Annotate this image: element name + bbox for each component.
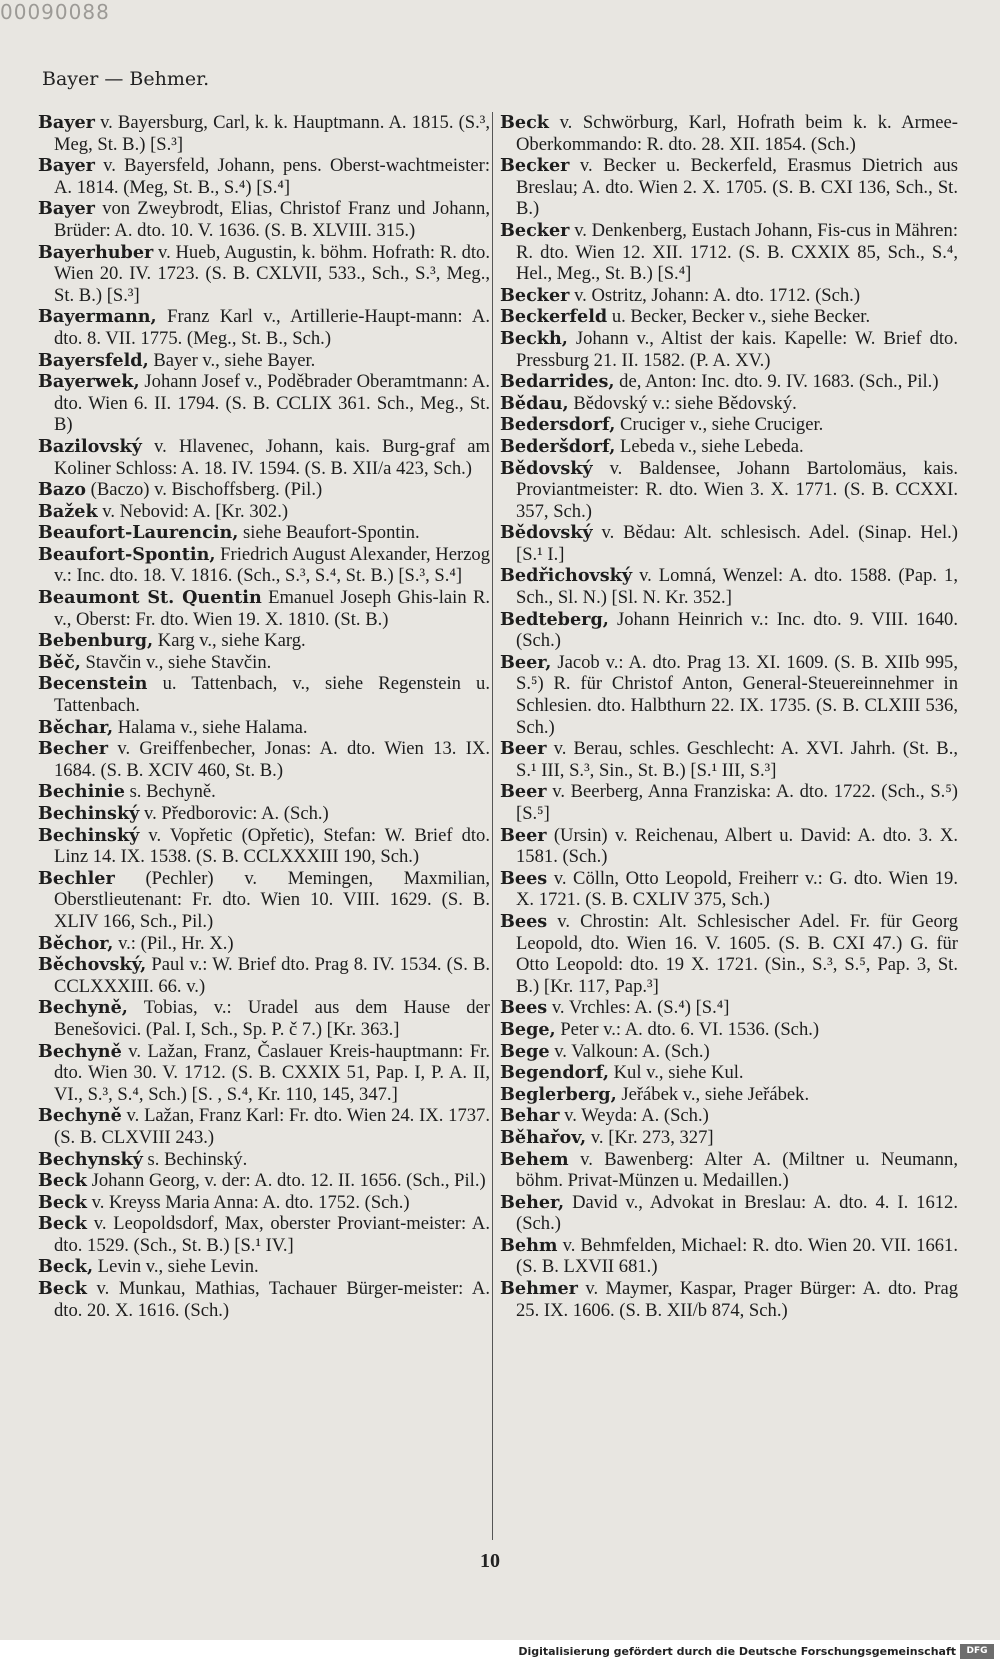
entry-text: Johann Josef v., Poděbrader Oberamtmann: A. dto. Wien 6. II. 1794. (S. B. CCLIX 361. Sch., Meg., St. B) (54, 371, 490, 436)
dictionary-entry (500, 414, 958, 436)
dictionary-entry (38, 825, 490, 868)
entry-text: Tobias, v.: Uradel aus dem Hause der Benešovici. (Pal. I, Sch., Sp. P. č 7.) [Kr. 363.] (54, 997, 490, 1040)
entry-headword: Beckh, (500, 327, 568, 349)
entry-headword: Behmer (500, 1278, 578, 1300)
entry-text: v. Valkoun: A. (Sch.) (549, 1040, 710, 1062)
dictionary-entry (500, 1041, 958, 1063)
entry-text: Levin v., siehe Levin. (93, 1256, 259, 1278)
running-head: Bayer — Behmer. (42, 68, 210, 90)
entry-text: v. Lažan, Franz Karl: Fr. dto. Wien 24. IX. 1737. (S. B. CLXVIII 243.) (54, 1105, 490, 1148)
dictionary-entry (38, 673, 490, 716)
dictionary-entry (38, 479, 490, 501)
dictionary-entry (500, 1019, 958, 1041)
footer-credit: Digitalisierung gefördert durch die Deutsche Forschungsgemeinschaft (518, 1645, 956, 1658)
entry-text: v. Baldensee, Johann Bartolomäus, kais. Proviantmeister: R. dto. Wien 3. X. 1771. (S. B. CCXXI. 357, Sch.) (516, 457, 958, 522)
entry-headword: Bědovský (500, 457, 593, 479)
entry-text: Jeřábek v., siehe Jeřábek. (616, 1083, 810, 1105)
entry-text: v. Bayersburg, Carl, k. k. Hauptmann. A. 1815. (S.³, Meg, St. B.) [S.³] (54, 112, 490, 155)
entry-text: v. Bědau: Alt. schlesisch. Adel. (Sinap. Hel.) [S.¹ I.] (516, 522, 958, 565)
entry-headword: Bedřichovský (500, 565, 633, 587)
entry-text: v. Denkenberg, Eustach Johann, Fis-cus in Mähren: R. dto. Wien 12. XII. 1712. (S. B. CXXIX 85, Sch., S.⁴, Hel., Meg., St. B.) [S.⁴] (516, 219, 958, 285)
entry-text: v. Greiffenbecher, Jonas: A. dto. Wien 13. IX. 1684. (S. B. XCIV 460, St. B.) (54, 738, 490, 781)
dictionary-entry (38, 717, 490, 739)
dictionary-entry (500, 436, 958, 458)
dictionary-entry (38, 242, 490, 307)
entry-headword: Bayerhuber (38, 241, 154, 263)
entry-text: v. Nebovid: A. [Kr. 302.) (97, 500, 289, 522)
dictionary-entry (38, 1170, 490, 1192)
entry-headword: Begendorf, (500, 1062, 609, 1084)
dictionary-entry (500, 609, 958, 652)
dictionary-entry (500, 738, 958, 781)
entry-headword: Bees (500, 910, 548, 932)
entry-headword: Běhařov, (500, 1126, 587, 1148)
entry-text: v. Berau, schles. Geschlecht: A. XVI. Jahrh. (St. B., S.¹ III, S.³, Sin., St. B.) [S.¹ III, S.³] (516, 738, 958, 781)
dictionary-entry (38, 868, 490, 933)
dictionary-entry (500, 458, 958, 523)
entry-text: Cruciger v., siehe Cruciger. (615, 414, 824, 436)
entry-headword: Bazo (38, 479, 86, 501)
dictionary-entry (500, 1084, 958, 1106)
entry-headword: Bazilovský (38, 435, 142, 457)
entry-headword: Bederšdorf, (500, 435, 616, 457)
entry-headword: Bege (500, 1040, 550, 1062)
dictionary-entry (500, 652, 958, 738)
entry-text: v. Hueb, Augustin, k. böhm. Hofrath: R. dto. Wien 20. IV. 1723. (S. B. CXLVII, 533., Sch., S.³, Meg., St. B.) [S.³] (54, 241, 490, 306)
dictionary-entry (500, 1127, 958, 1149)
dictionary-entry (38, 371, 490, 436)
entry-text: (Baczo) v. Bischoffsberg. (Pil.) (86, 479, 323, 501)
entry-headword: Bebenburg, (38, 630, 154, 652)
entry-headword: Bechyně (38, 1105, 122, 1127)
entry-text: de, Anton: Inc. dto. 9. IV. 1683. (Sch., Pil.) (614, 371, 939, 393)
dictionary-entry (38, 501, 490, 523)
entry-headword: Bažek (38, 500, 98, 522)
entry-headword: Beckerfeld (500, 306, 608, 328)
entry-headword: Bědovský (500, 522, 593, 544)
entry-text: Lebeda v., siehe Lebeda. (615, 435, 804, 457)
entry-text: Bědovský v.: siehe Bědovský. (568, 392, 797, 414)
entry-headword: Bědau, (500, 392, 569, 414)
entry-text: s. Bechyně. (124, 781, 216, 803)
dictionary-entry (500, 371, 958, 393)
scan-id-mark: 00090088 (0, 0, 110, 24)
dictionary-entry (38, 1213, 490, 1256)
entry-headword: Beglerberg, (500, 1083, 617, 1105)
entry-headword: Bees (500, 867, 548, 889)
dictionary-entry (38, 1149, 490, 1171)
entry-headword: Běchar, (38, 716, 114, 738)
dictionary-entry (500, 1278, 958, 1321)
entry-headword: Beck (38, 1213, 87, 1235)
entry-text: (Pechler) v. Memingen, Maxmilian, Oberstlieutenant: Fr. dto. Wien 10. VIII. 1629. (S. B. XLIV 166, Sch., Pil.) (54, 867, 490, 932)
dictionary-entry (500, 522, 958, 565)
entry-headword: Bege, (500, 1018, 556, 1040)
dictionary-entry (38, 350, 490, 372)
entry-text: Paul v.: W. Brief dto. Prag 8. IV. 1534. (S. B. CCLXXXIII. 66. v.) (54, 954, 490, 997)
dictionary-entry (38, 587, 490, 630)
entry-text: v. Bawenberg: Alter A. (Miltner u. Neumann, böhm. Privat-Münzen u. Medaillen.) (516, 1148, 958, 1192)
entry-text: v. Cölln, Otto Leopold, Freiherr v.: G. dto. Wien 19. X. 1721. (S. B. CXLIV 375, Sch.) (516, 867, 958, 911)
entry-headword: Beer (500, 781, 547, 803)
entry-headword: Behm (500, 1234, 558, 1256)
entry-headword: Beck (38, 1278, 87, 1300)
dictionary-entry (500, 112, 958, 155)
entry-text: Karg v., siehe Karg. (153, 630, 306, 652)
dictionary-entry (500, 1149, 958, 1192)
entry-text: v. Chrostin: Alt. Schlesischer Adel. Fr. für Georg Leopold, dto. Wien 16. V. 1605. (S. B. CXI 47.) G. für Otto Leopold: dto. 19 X. 1721. (Sin., S.³, S.⁵, Pap. 3, St. B.) [Kr. 117, Pap.³] (516, 910, 958, 997)
dictionary-entry (38, 954, 490, 997)
entry-headword: Beaufort-Laurencin, (38, 522, 239, 544)
entry-headword: Běč, (38, 651, 81, 673)
entry-text: Johann Heinrich v.: Inc. dto. 9. VIII. 1640. (Sch.) (516, 608, 958, 652)
dictionary-entry (500, 155, 958, 220)
entry-text: Emanuel Joseph Ghis-lain R. v., Oberst: Fr. dto. Wien 19. X. 1810. (St. B.) (54, 587, 491, 630)
entry-text: Stavčin v., siehe Stavčin. (80, 651, 272, 673)
entry-text: v. Weyda: A. (Sch.) (559, 1105, 709, 1127)
entry-text: v. Beerberg, Anna Franziska: A. dto. 1722. (Sch., S.⁵) [S.⁵] (516, 781, 958, 824)
entry-headword: Beaumont St. Quentin (38, 587, 262, 609)
entry-text: v.: (Pil., Hr. X.) (113, 932, 234, 954)
dictionary-entry (38, 652, 490, 674)
entry-text: Peter v.: A. dto. 6. VI. 1536. (Sch.) (555, 1018, 820, 1040)
entry-headword: Bayersfeld, (38, 349, 149, 371)
entry-headword: Beck (38, 1191, 87, 1213)
dictionary-entry (500, 306, 958, 328)
entry-headword: Behar (500, 1105, 560, 1127)
dictionary-entry (500, 868, 958, 911)
entry-text: siehe Beaufort-Spontin. (238, 522, 420, 544)
dictionary-entry (38, 781, 490, 803)
entry-headword: Bayer (38, 198, 95, 220)
entry-headword: Beck (500, 112, 549, 133)
dictionary-entry (500, 328, 958, 371)
dictionary-entry (38, 1041, 490, 1106)
dfg-logo: DFG (960, 1644, 994, 1659)
entry-text: v. Hlavenec, Johann, kais. Burg-graf am Koliner Schloss: A. 18. IV. 1594. (S. B. XII/a 423, Sch.) (54, 435, 490, 479)
dictionary-entry (38, 738, 490, 781)
entry-text: v. Vopřetic (Opřetic), Stefan: W. Brief dto. Linz 14. IX. 1538. (S. B. CCLXXXIII 190, Sch.) (54, 824, 490, 868)
entry-text: v. Vrchles: A. (S.⁴) [S.⁴] (547, 997, 730, 1019)
dictionary-entry (38, 803, 490, 825)
dictionary-entry (500, 911, 958, 997)
dictionary-entry (38, 155, 490, 198)
entry-headword: Bedarrides, (500, 371, 615, 393)
entry-text: u. Tattenbach, v., siehe Regenstein u. Tattenbach. (54, 673, 490, 717)
entry-text: v. Behmfelden, Michael: R. dto. Wien 20. VII. 1661. (S. B. LXVII 681.) (516, 1234, 958, 1278)
entry-text: v. Becker u. Beckerfeld, Erasmus Dietrich aus Breslau; A. dto. Wien 2. X. 1705. (S. B. CXI 136, Sch., St. B.) (516, 155, 958, 220)
entry-headword: Běchor, (38, 932, 114, 954)
entry-headword: Beer (500, 738, 547, 760)
entry-headword: Beck (38, 1170, 87, 1192)
entry-text: Friedrich August Alexander, Herzog v.: Inc. dto. 18. V. 1816. (Sch., S.³, S.⁴, St. B.) [S.³, S.⁴] (54, 543, 491, 587)
entry-text: v. Maymer, Kaspar, Prager Bürger: A. dto. Prag 25. IX. 1606. (S. B. XII/b 874, Sch.) (516, 1278, 958, 1321)
dictionary-entry (38, 1256, 490, 1278)
entry-text: v. Lažan, Franz, Časlauer Kreis-hauptmann: Fr. dto. Wien 30. V. 1712. (S. B. CXXIX 51, Pap. I, P. A. II, VI., S.³, S.⁴, Sch.) [S. , S.⁴, Kr. 110, 145, 347.] (54, 1040, 490, 1105)
entry-text: v. Lomná, Wenzel: A. dto. 1588. (Pap. 1, Sch., Sl. N.) [Sl. N. Kr. 352.] (516, 565, 958, 609)
digitization-footer (0, 1640, 1000, 1664)
entry-text: v. Předborovic: A. (Sch.) (139, 803, 329, 824)
entry-headword: Bayermann, (38, 306, 157, 328)
entry-headword: Běchovský, (38, 954, 147, 976)
entry-headword: Bechyně, (38, 997, 128, 1019)
dictionary-entry (38, 1192, 490, 1214)
entry-headword: Becker (500, 219, 570, 241)
entry-headword: Bayerwek, (38, 371, 140, 393)
entry-headword: Becker (500, 155, 570, 177)
entry-headword: Bechinský (38, 824, 140, 846)
dictionary-entry (500, 997, 958, 1019)
entry-text: von Zweybrodt, Elias, Christof Franz und Johann, Brüder: A. dto. 10. V. 1636. (S. B. XLVIII. 315.) (54, 198, 490, 241)
dictionary-entry (500, 285, 958, 307)
entry-headword: Bayer (38, 155, 95, 177)
entry-headword: Beaufort-Spontin, (38, 543, 216, 565)
dictionary-entry (500, 781, 958, 824)
dictionary-entry (38, 630, 490, 652)
entry-text: v. Ostritz, Johann: A. dto. 1712. (Sch.) (569, 284, 861, 306)
dictionary-entry (38, 544, 490, 587)
column-divider (492, 112, 493, 1540)
entry-text: v. Kreyss Maria Anna: A. dto. 1752. (Sch.) (86, 1191, 410, 1213)
dictionary-entry (38, 1278, 490, 1321)
right-column (500, 112, 958, 1321)
dictionary-entry (38, 112, 490, 155)
dictionary-entry (500, 1235, 958, 1278)
dictionary-entry (500, 393, 958, 415)
entry-text: David v., Advokat in Breslau: A. dto. 4. I. 1612. (Sch.) (516, 1191, 958, 1235)
left-column (38, 112, 490, 1321)
entry-text: v. Bayersfeld, Johann, pens. Oberst-wachtmeister: A. 1814. (Meg, St. B., S.⁴) [S.⁴] (54, 155, 490, 198)
entry-text: v. [Kr. 273, 327] (586, 1126, 714, 1148)
entry-text: Johann Georg, v. der: A. dto. 12. II. 1656. (Sch., Pil.) (86, 1170, 486, 1192)
entry-text: Kul v., siehe Kul. (608, 1062, 744, 1084)
dictionary-entry (38, 306, 490, 349)
page-number: 10 (480, 1550, 500, 1572)
dictionary-entry (500, 825, 958, 868)
entry-text: Halama v., siehe Halama. (113, 716, 308, 738)
dictionary-entry (38, 997, 490, 1040)
dictionary-entry (38, 933, 490, 955)
dictionary-entry (38, 436, 490, 479)
entry-text: v. Leopoldsdorf, Max, oberster Proviant-meister: A. dto. 1529. (Sch., St. B.) [S.¹ IV.] (54, 1213, 490, 1256)
entry-headword: Beer (500, 824, 547, 846)
dictionary-entry (500, 1105, 958, 1127)
dictionary-entry (500, 1062, 958, 1084)
dictionary-entry (38, 522, 490, 544)
entry-headword: Becker (500, 284, 570, 306)
entry-headword: Beher, (500, 1191, 565, 1213)
entry-text: Johann v., Altist der kais. Kapelle: W. Brief dto. Pressburg 21. II. 1582. (P. A. XV.) (516, 327, 958, 371)
entry-headword: Bedteberg, (500, 608, 609, 630)
entry-text: u. Becker, Becker v., siehe Becker. (607, 306, 871, 328)
entry-headword: Becher (38, 738, 109, 760)
entry-headword: Behem (500, 1148, 569, 1170)
entry-headword: Bechinie (38, 781, 125, 803)
dictionary-entry (38, 1105, 490, 1148)
entry-text: v. Schwörburg, Karl, Hofrath beim k. k. Armee-Oberkommando: R. dto. 28. XII. 1854. (Sch.) (516, 112, 958, 155)
entry-headword: Bechyně (38, 1040, 122, 1062)
entry-text: Franz Karl v., Artillerie-Haupt-mann: A. dto. 8. VII. 1775. (Meg., St. B., Sch.) (54, 306, 490, 349)
entry-headword: Beck, (38, 1256, 94, 1278)
entry-headword: Becenstein (38, 673, 148, 695)
entry-headword: Bayer (38, 112, 95, 133)
entry-headword: Bechinský (38, 803, 140, 824)
dictionary-entry (500, 565, 958, 608)
entry-headword: Beer, (500, 651, 552, 673)
entry-text: s. Bechinský. (142, 1148, 248, 1170)
entry-headword: Bees (500, 997, 548, 1019)
dictionary-entry (500, 220, 958, 285)
entry-text: (Ursin) v. Reichenau, Albert u. David: A. dto. 3. X. 1581. (Sch.) (516, 824, 958, 868)
dictionary-entry (500, 1192, 958, 1235)
entry-headword: Bechynský (38, 1148, 143, 1170)
entry-text: Bayer v., siehe Bayer. (148, 349, 316, 371)
entry-headword: Bechler (38, 867, 115, 889)
entry-text: v. Munkau, Mathias, Tachauer Bürger-meister: A. dto. 20. X. 1616. (Sch.) (54, 1278, 490, 1321)
entry-text: Jacob v.: A. dto. Prag 13. XI. 1609. (S. B. XIIb 995, S.⁵) R. für Christof Anton, General-Steuereinnehmer in Schlesien. dto. Halbthurn 22. IX. 1735. (S. B. CLXIII 536, Sch.) (516, 651, 958, 738)
dictionary-entry (38, 198, 490, 241)
entry-headword: Bedersdorf, (500, 414, 616, 436)
